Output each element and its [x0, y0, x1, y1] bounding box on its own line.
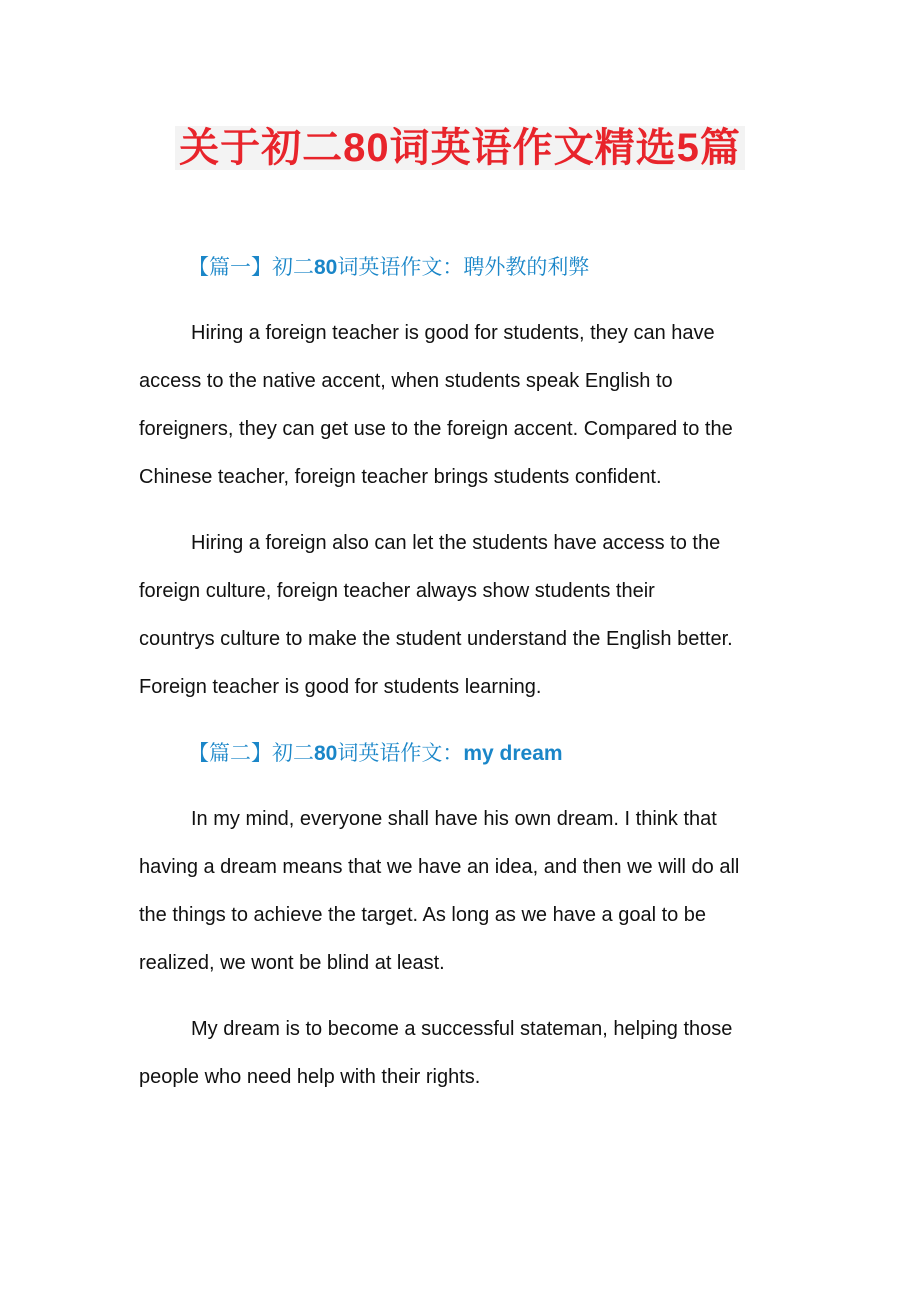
paragraph-line: foreign culture, foreign teacher always show students their: [139, 580, 655, 602]
section-2-paragraph-2: [139, 1005, 789, 1101]
paragraph-line: foreigners, they can get use to the foreign accent. Compared to the: [139, 418, 733, 440]
section-1-paragraph-1: [139, 309, 789, 501]
section-2-heading-prefix: 【篇二】初二: [188, 742, 314, 765]
paragraph-line: Chinese teacher, foreign teacher brings students confident.: [139, 466, 662, 488]
document-title-text: 关于初二80词英语作文精选5篇: [175, 126, 745, 170]
section-2-paragraph-1: [139, 795, 789, 987]
section-1-heading: [188, 253, 589, 283]
section-2-heading: [188, 739, 563, 769]
section-2-heading-english: my dream: [463, 742, 563, 765]
section-1-heading-prefix: 【篇一】初二: [188, 256, 314, 279]
section-1-heading-number: 80: [314, 256, 338, 279]
paragraph-line: In my mind, everyone shall have his own dream. I think that: [191, 808, 717, 830]
paragraph-line: people who need help with their rights.: [139, 1066, 481, 1088]
section-1-paragraph-2: [139, 519, 789, 711]
paragraph-line: My dream is to become a successful stateman, helping those: [191, 1018, 733, 1040]
document-title: [0, 120, 920, 176]
paragraph-line: access to the native accent, when students speak English to: [139, 370, 673, 392]
section-2-heading-suffix: 词英语作文：: [337, 742, 464, 765]
paragraph-line: countrys culture to make the student understand the English better.: [139, 628, 733, 650]
section-2-heading-number: 80: [314, 742, 338, 765]
paragraph-line: realized, we wont be blind at least.: [139, 952, 445, 974]
paragraph-line: Foreign teacher is good for students learning.: [139, 676, 542, 698]
section-1-heading-suffix: 词英语作文：聘外教的利弊: [337, 256, 590, 279]
paragraph-line: the things to achieve the target. As long as we have a goal to be: [139, 904, 707, 926]
paragraph-line: Hiring a foreign also can let the students have access to the: [191, 532, 721, 554]
paragraph-line: Hiring a foreign teacher is good for students, they can have: [191, 322, 715, 344]
paragraph-line: having a dream means that we have an idea, and then we will do all: [139, 856, 740, 878]
